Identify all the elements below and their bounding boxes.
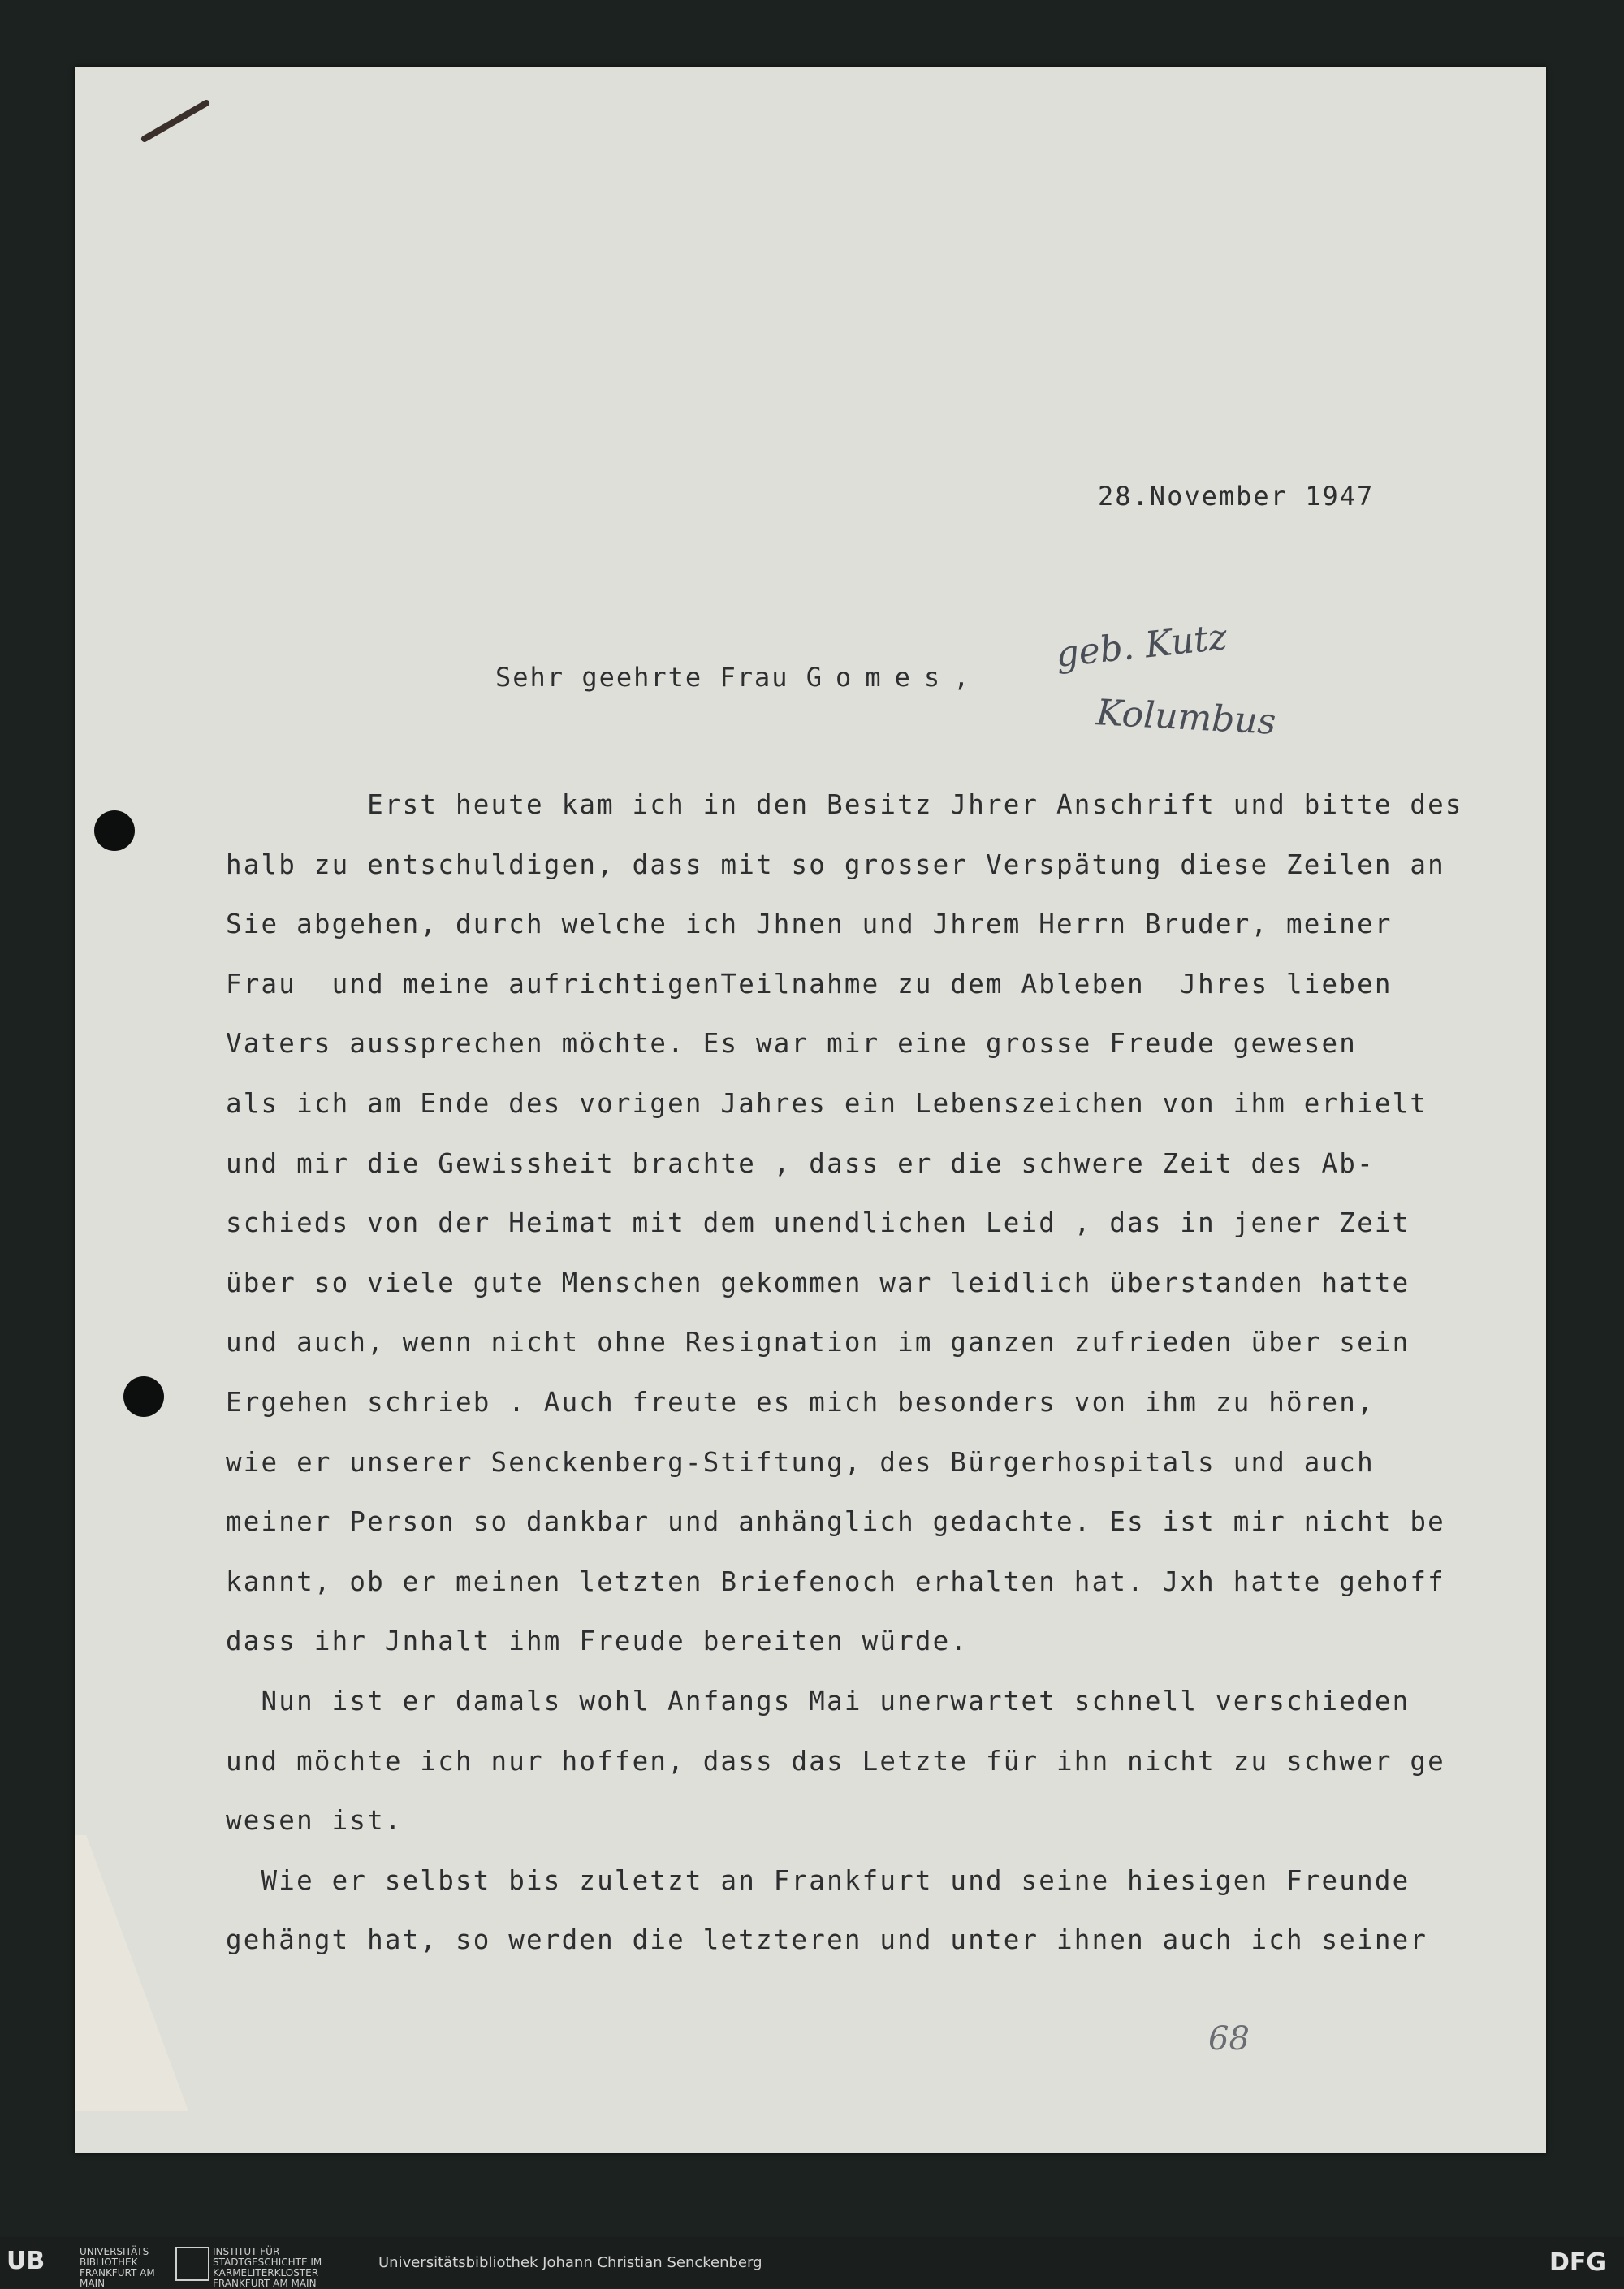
punch-hole [123,1376,164,1417]
body-line: über so viele gute Menschen gekommen war leidlich überstanden hatte [226,1267,1410,1298]
body-line: Nun ist er damals wohl Anfangs Mai unerwartet schnell verschieden [226,1685,1410,1717]
body-line: und möchte ich nur hoffen, dass das Letzte für ihn nicht zu schwer ge [226,1745,1445,1777]
body-line: und auch, wenn nicht ohne Resignation im ganzen zufrieden über sein [226,1327,1410,1358]
letter-body [226,775,1549,1971]
institute-icon [175,2247,209,2281]
body-line: Ergehen schrieb . Auch freute es mich besonders von ihm zu hören, [226,1386,1375,1418]
salutation-prefix: Sehr geehrte Frau [495,662,789,693]
body-line: dass ihr Jnhalt ihm Freude bereiten würde. [226,1626,969,1657]
page-number: 68 [1208,2020,1250,2058]
body-line: und mir die Gewissheit brachte , dass er die schwere Zeit des Ab- [226,1147,1375,1179]
body-line: Frau und meine aufrichtigenTeilnahme zu dem Ableben Jhres lieben [226,968,1393,1000]
body-line: schieds von der Heimat mit dem unendlichen Leid , das in jener Zeit [226,1207,1410,1239]
library-name: Universitätsbibliothek Johann Christian Senckenberg [378,2254,762,2271]
body-line: kannt, ob er meinen letzten Briefenoch erhalten hat. Jxh hatte gehoff [226,1566,1445,1597]
body-line: meiner Person so dankbar und anhänglich gedachte. Es ist mir nicht be [226,1506,1445,1538]
salutation-name: Gomes [806,662,954,693]
handwritten-note: geb. Kutz [1053,616,1229,676]
ub-text: UNIVERSITÄTS BIBLIOTHEK FRANKFURT AM MAIN [80,2246,155,2289]
punch-hole [94,810,135,851]
footer-bar [0,2237,1624,2288]
institute-text: INSTITUT FÜR STADTGESCHICHTE IM KARMELITERKLOSTER FRANKFURT AM MAIN [213,2246,322,2289]
body-line: gehängt hat, so werden die letzteren und unter ihnen auch ich seiner [226,1924,1428,1956]
dfg-logo: DFG [1548,2248,1606,2277]
body-line: Vaters aussprechen möchte. Es war mir eine grosse Freude gewesen [226,1028,1358,1060]
body-line: Erst heute kam ich in den Besitz Jhrer Anschrift und bitte des [226,789,1463,820]
body-line: wesen ist. [226,1805,403,1837]
body-line: als ich am Ende des vorigen Jahres ein Lebenszeichen von ihm erhielt [226,1087,1428,1119]
letter-date: 28.November 1947 [1098,481,1375,512]
salutation [495,662,970,693]
ub-logo: UB [6,2247,45,2275]
body-line: halb zu entschuldigen, dass mit so grosser Verspätung diese Zeilen an [226,849,1445,880]
salutation-suffix: , [953,662,971,693]
handwritten-note: Kolumbus [1095,692,1277,743]
body-line: wie er unserer Senckenberg-Stiftung, des Bürgerhospitals und auch [226,1446,1375,1478]
body-line: Sie abgehen, durch welche ich Jhnen und Jhrem Herrn Bruder, meiner [226,909,1393,940]
body-line: Wie er selbst bis zuletzt an Frankfurt und seine hiesigen Freunde [226,1864,1410,1896]
